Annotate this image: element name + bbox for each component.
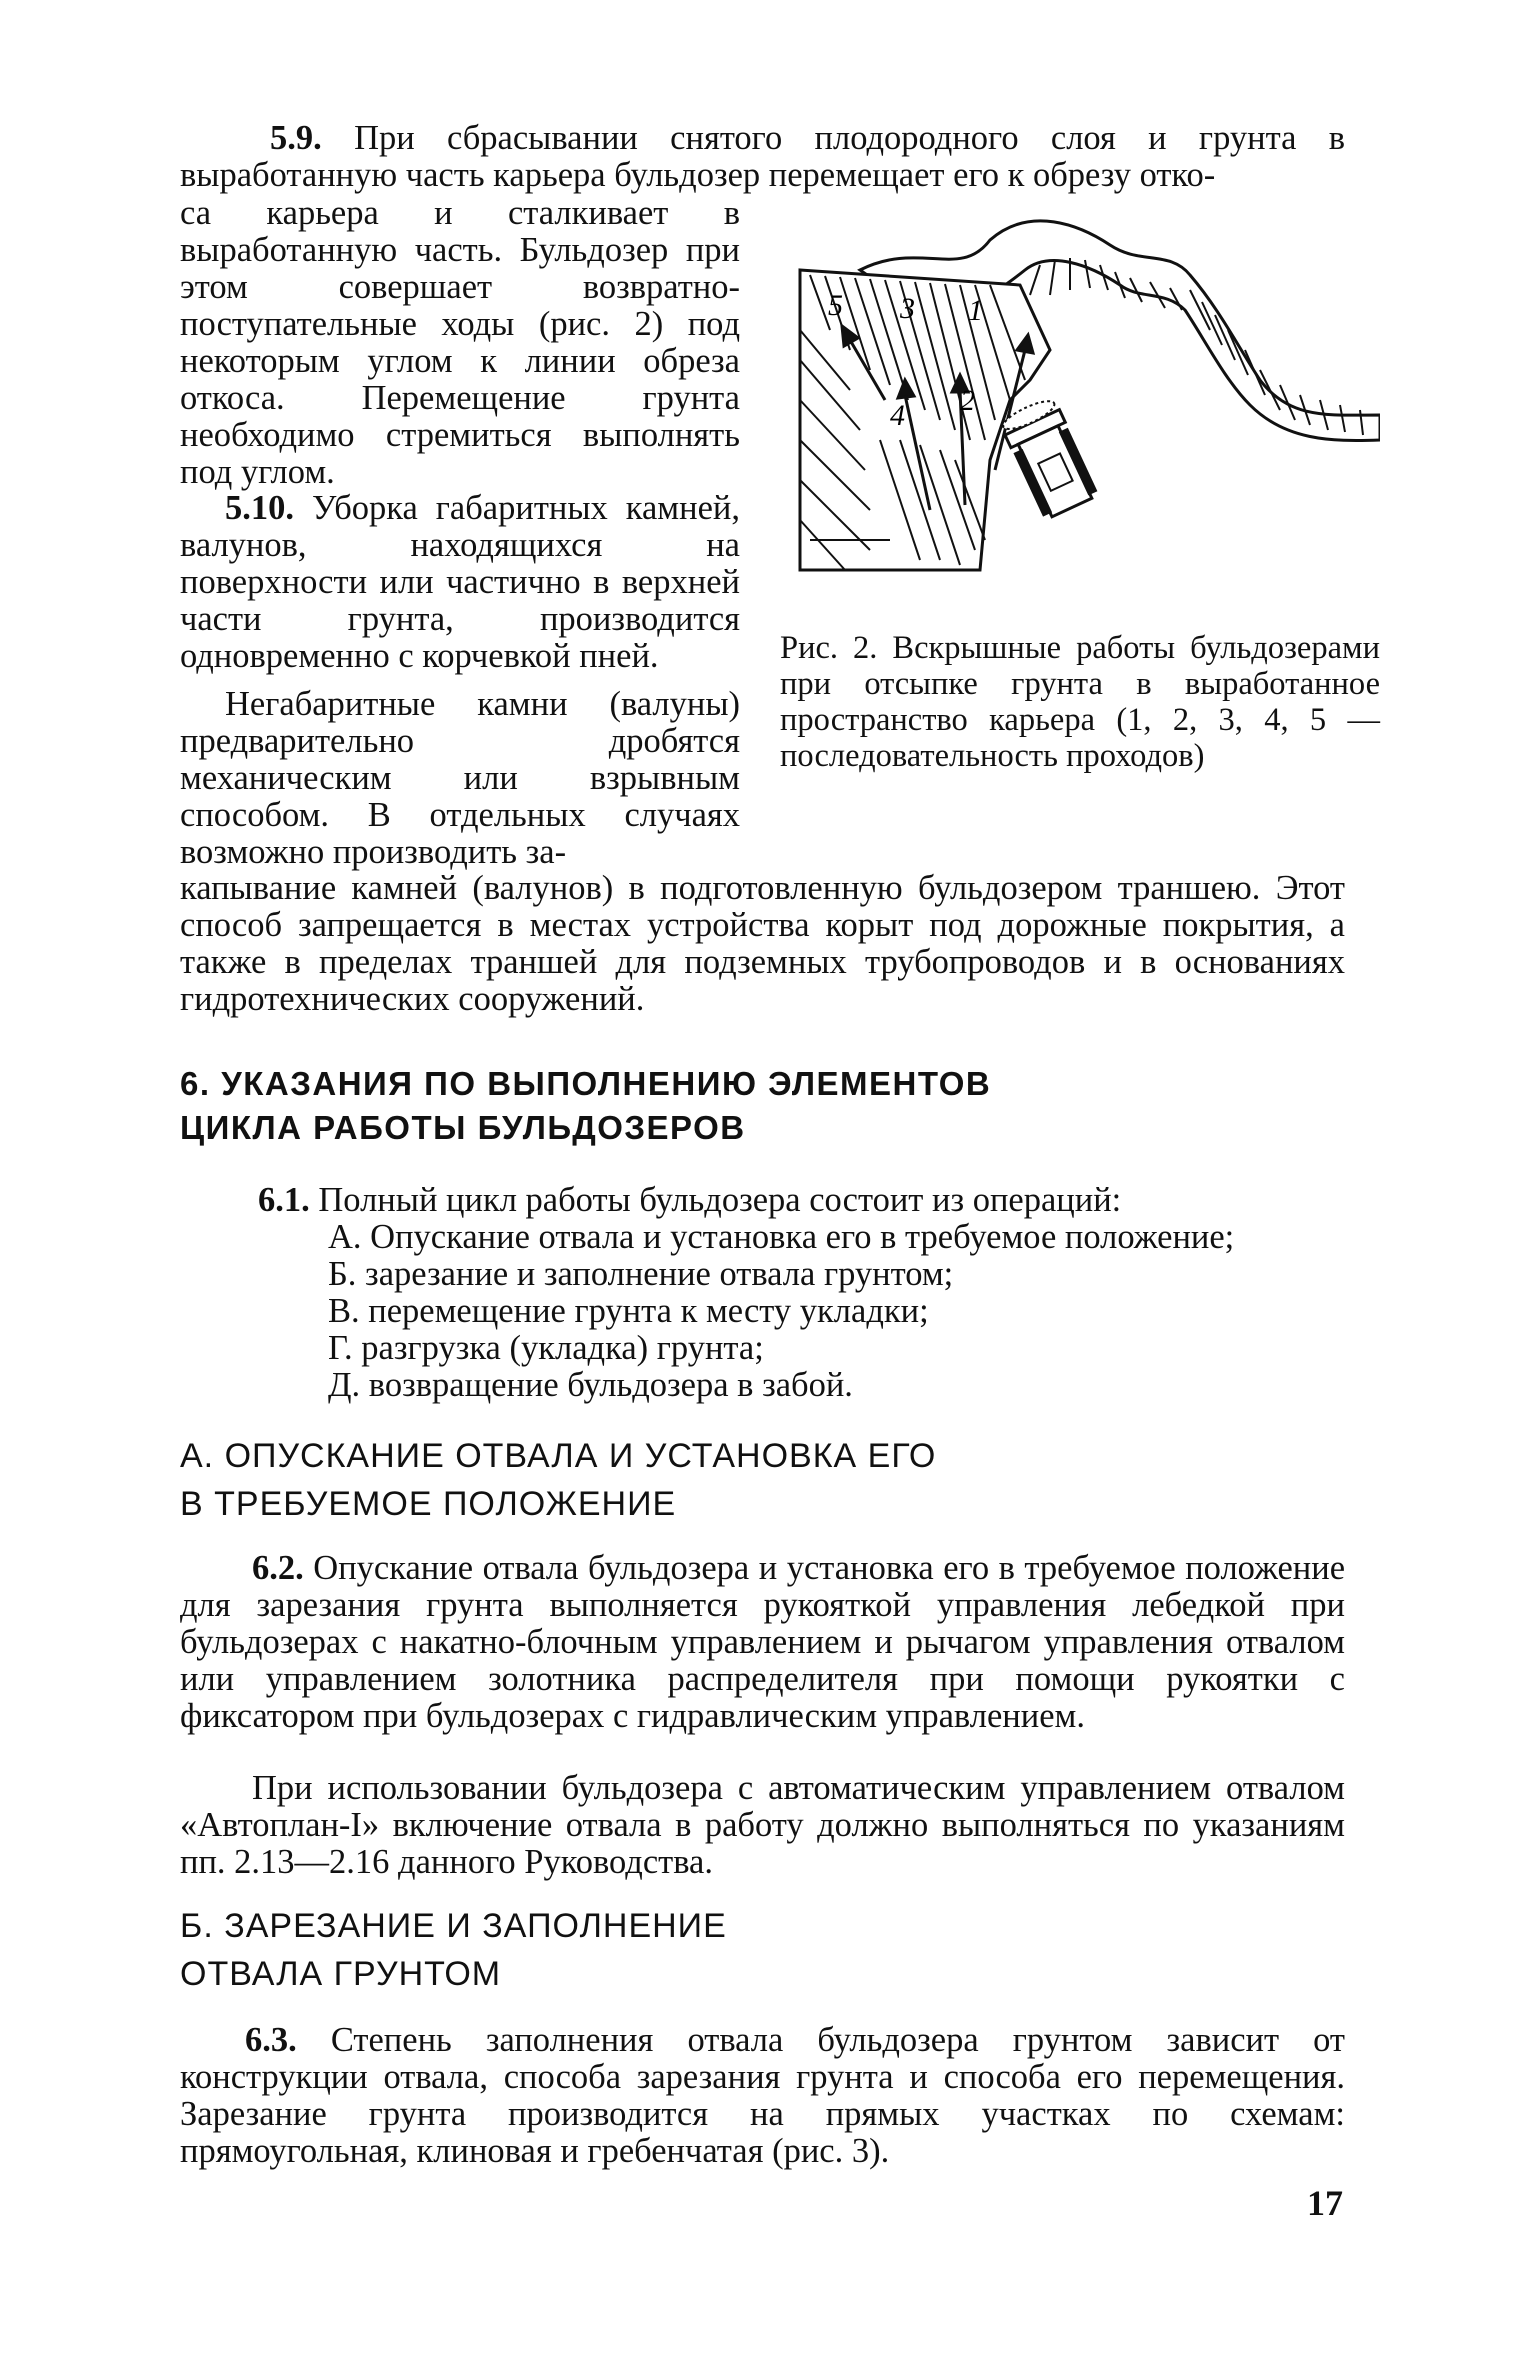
figure-label-5: 5 [828,289,843,322]
figure-bulldozer-stripping [790,210,1380,610]
paragraph-text: Негабаритные камни (валуны) предварительно дробятся механическим или взрывным способом. В отдельных случаях возможно производить за- [180,685,740,871]
figure-drawing [790,210,1380,610]
paragraph-5-10-cont [180,686,740,871]
operations-list [180,1182,1380,1404]
heading-line: В ТРЕБУЕМОЕ ПОЛОЖЕНИЕ [180,1485,677,1523]
paragraph-text: При сбрасывании снятого плодородного слоя и грунта в выработанную часть карьера бульдозер перемещает его к обрезу отко- [180,119,1345,194]
paragraph-text: При использовании бульдозера с автоматическим управлением отвалом «Автоплан-I» включение отвала в работу должно выполняться по указаниям пп. 2.13—2.16 данного Руководства. [180,1769,1345,1881]
heading-line: 6. УКАЗАНИЯ ПО ВЫПОЛНЕНИЮ ЭЛЕМЕНТОВ [180,1065,992,1102]
paragraph-text: са карьера и сталкивает в выработанную часть. Бульдозер при этом совершает возвратно-поступательные ходы (рис. 2) под некоторым углом к линии обреза откоса. Перемещение грунта необходимо стремиться выполнять под углом. [180,194,740,491]
paragraph-6-3 [180,2022,1345,2170]
section-heading-6 [180,1062,991,1150]
list-item: А. Опускание отвала и установка его в требуемое положение; [328,1218,1235,1256]
figure-label-3: 3 [900,292,915,325]
subsection-heading-b [180,1902,727,1998]
paragraph-6-2-cont [180,1770,1345,1881]
figure-label-1: 1 [968,294,983,327]
section-number: 6.2. [252,1549,304,1587]
paragraph-5-10-end [180,870,1345,1018]
paragraph-text: капывание камней (валунов) в подготовленную бульдозером траншею. Этот способ запрещается в местах устройства корыт под дорожные покрытия, а также в пределах траншей для подземных трубопроводов и в основаниях гидротехнических сооружений. [180,869,1345,1018]
paragraph-5-9-wrapped [180,195,740,491]
heading-line: ОТВАЛА ГРУНТОМ [180,1955,502,1993]
paragraph-5-10 [180,490,740,675]
heading-line: ЦИКЛА РАБОТЫ БУЛЬДОЗЕРОВ [180,1109,746,1146]
figure-caption: Рис. 2. Вскрышные работы бульдозерами при отсыпке грунта в выработанное пространство карьера (1, 2, 3, 4, 5 — последовательность проходов) [780,630,1380,774]
paragraph-6-2 [180,1550,1345,1735]
section-number: 6.1. [258,1181,310,1219]
figure-label-4: 4 [890,399,905,432]
heading-line: А. ОПУСКАНИЕ ОТВАЛА И УСТАНОВКА ЕГО [180,1437,937,1475]
paragraph-text: Уборка габаритных камней, валунов, находящихся на поверхности или частично в верхней части грунта, производится одновременно с корчевкой пней. [180,489,741,675]
paragraph-5-9-start [180,120,1345,194]
section-number: 6.3. [245,2021,297,2059]
list-intro [180,1182,1380,1219]
list-item: Д. возвращение бульдозера в забой. [328,1366,853,1404]
list-item: Б. зарезание и заполнение отвала грунтом; [328,1255,954,1293]
list-intro-text: Полный цикл работы бульдозера состоит из операций: [318,1181,1122,1219]
figure-label-2: 2 [960,384,975,417]
bulldozer-icon [998,395,1099,520]
paragraph-text: Опускание отвала бульдозера и установка его в требуемое положение для зарезания грунта выполняется рукояткой управления лебедкой при бульдозерах с накатно-блочным управлением и рычагом управления отвалом или управлением золотника распределителя при помощи рукоятки с фиксатором при бульдозерах с гидравлическим управлением. [180,1549,1346,1735]
paragraph-text: Степень заполнения отвала бульдозера грунтом зависит от конструкции отвала, способа зарезания грунта и способа его перемещения. Зарезание грунта производится на прямых участках по схемам: прямоугольная, клиновая и гребенчатая (рис. 3). [180,2021,1346,2170]
heading-line: Б. ЗАРЕЗАНИЕ И ЗАПОЛНЕНИЕ [180,1907,727,1945]
section-number: 5.10. [225,489,294,527]
page-number: 17 [1307,2183,1343,2223]
list-item: Г. разгрузка (укладка) грунта; [328,1329,764,1367]
list-item: В. перемещение грунта к месту укладки; [328,1292,929,1330]
subsection-heading-a [180,1432,936,1528]
section-number: 5.9. [270,119,322,157]
